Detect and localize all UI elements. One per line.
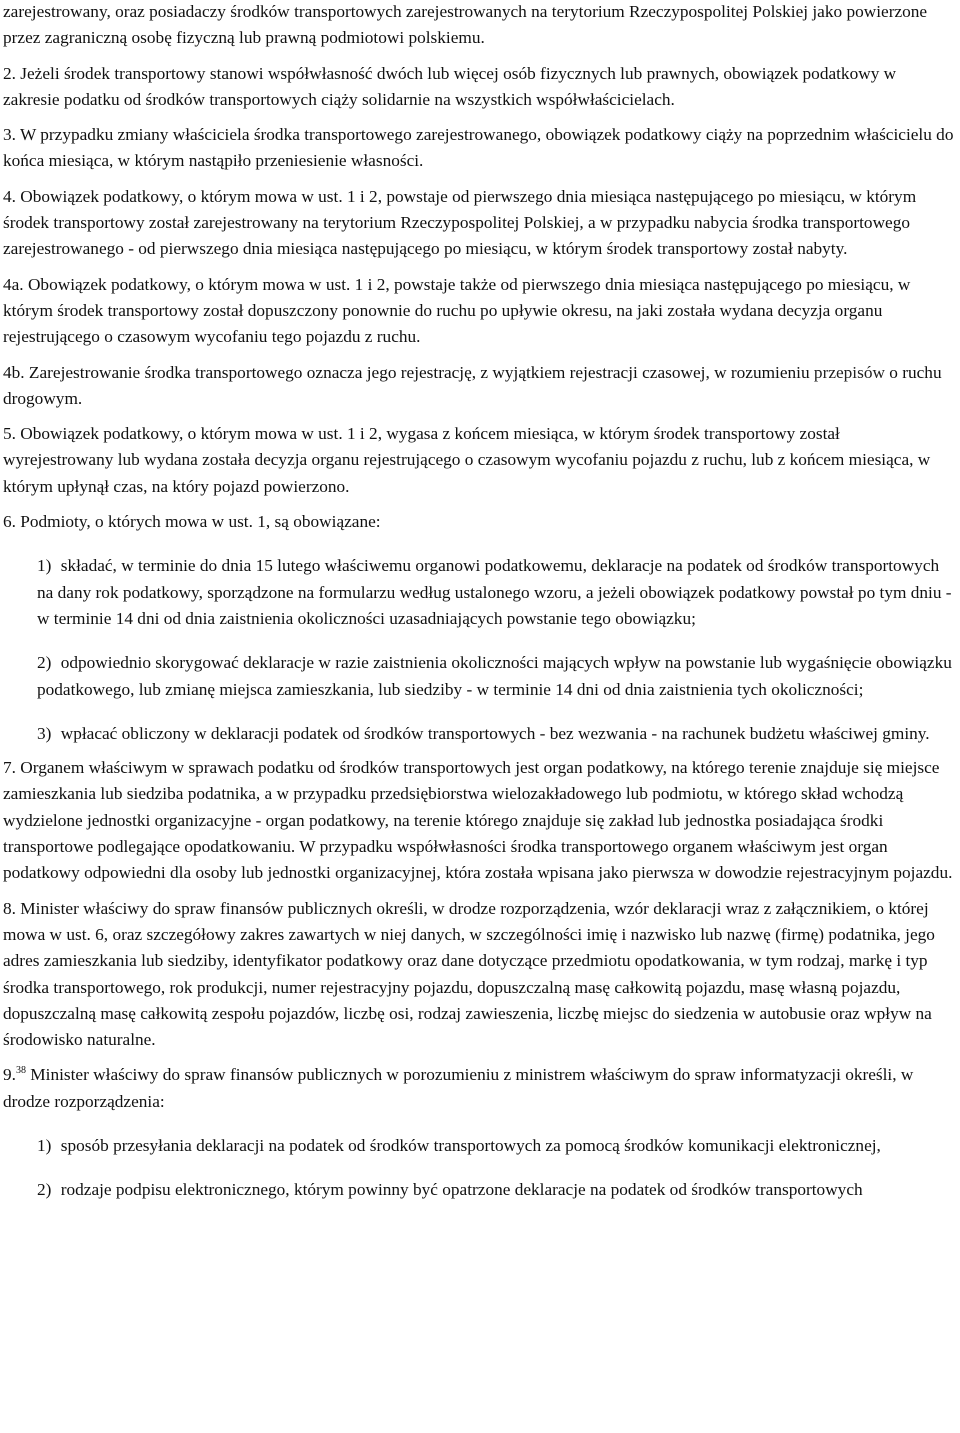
paragraph-3: 3. W przypadku zmiany właściciela środka transportowego zarejestrowanego, obowiązek podatkowy ciąży na poprzednim właścicielu do końca miesiąca, w którym nastąpiło przeniesienie własności. [3, 125, 954, 171]
list-item-number: 3) [37, 723, 52, 743]
list-item [37, 1177, 954, 1203]
list-item [37, 650, 954, 703]
paragraph-4b [3, 360, 954, 413]
intro-continuation: zarejestrowany, oraz posiadaczy środków transportowych zarejestrowanych na terytorium Rzeczypospolitej Polskiej jako powierzone przez zagraniczną osobę fizyczną lub prawną podmiotowi polskiemu. [3, 2, 928, 48]
list-item-number: 1) [37, 556, 52, 576]
list-item [37, 553, 954, 632]
list-item-text: rodzaje podpisu elektronicznego, którym powinny być opatrzone deklaracje na podatek od środków transportowych [60, 1180, 863, 1200]
footnote-reference[interactable]: 38 [15, 1065, 26, 1077]
list-item-text: odpowiednio skorygować deklaracje w razie zaistnienia okoliczności mających wpływ na powstanie lub wygaśnięcie obowiązku podatkowego, lub zmianę miejsca zamieszkania, lub siedziby - w terminie 14 dni od dnia zaistnienia tych okoliczności; [37, 653, 952, 699]
paragraph-6: 6. Podmioty, o których mowa w ust. 1, są obowiązane: [3, 512, 381, 532]
list-item-number: 2) [37, 1180, 52, 1200]
paragraph-9-text: Minister właściwy do spraw finansów publicznych w porozumieniu z ministrem właściwym do spraw informatyzacji określi, w drodze rozporządzenia: [3, 1065, 914, 1111]
list-item-text: składać, w terminie do dnia 15 lutego właściwemu organowi podatkowemu, deklaracje na podatek od środków transportowych na dany rok podatkowy, sporządzone na formularzu według ustalonego wzoru, a jeżeli obowiązek podatkowy powstał po tym dniu - w terminie 14 dni od dnia zaistnienia okoliczności uzasadniających powstanie tego obowiązku; [37, 556, 952, 628]
paragraph-4a: 4a. Obowiązek podatkowy, o którym mowa w ust. 1 i 2, powstaje także od pierwszego dnia miesiąca następującego po miesiącu, w którym środek transportowy został dopuszczony ponownie do ruchu po upływie okresu, na jaki została wydana decyzja organu rejestrującego o czasowym wycofaniu tego pojazdu z ruchu. [3, 274, 911, 347]
paragraph-9-number: 9. [3, 1065, 16, 1085]
paragraph-8: 8. Minister właściwy do spraw finansów publicznych określi, w drodze rozporządzenia, wzór deklaracji wraz z załącznikiem, o której mowa w ust. 6, oraz szczegółowy zakres zawartych w niej danych, w szczególności imię i nazwisko lub nazwę (firmę) podatnika, jego adres zamieszkania lub siedziby, identyfikator podatkowy oraz dane dotyczące przedmiotu opodatkowania, w tym rodzaj, markę i typ środka transportowego, rok produkcji, numer rejestracyjny pojazdu, dopuszczalną masę całkowitą pojazdu, masę własną pojazdu, dopuszczalną masę całkowitą zespołu pojazdów, liczbę osi, rodzaj zawieszenia, liczbę miejsc do siedzenia w autobusie oraz wpływ na środowisko naturalne. [3, 898, 935, 1050]
paragraph-4: 4. Obowiązek podatkowy, o którym mowa w ust. 1 i 2, powstaje od pierwszego dnia miesiąca następującego po miesiącu, w którym środek transportowy został zarejestrowany na terytorium Rzeczypospolitej Polskiej, a w przypadku nabycia środka transportowego zarejestrowanego - od pierwszego dnia miesiąca następującego po miesiącu, w którym środek transportowy został nabyty. [3, 186, 917, 259]
regulations-link[interactable]: przepisów [813, 362, 885, 382]
list-item-text: sposób przesyłania deklaracji na podatek od środków transportowych za pomocą środków komunikacji elektronicznej, [60, 1135, 881, 1155]
paragraph-5: 5. Obowiązek podatkowy, o którym mowa w ust. 1 i 2, wygasa z końcem miesiąca, w którym środek transportowy został wyrejestrowany lub wydana została decyzja organu rejestrującego o czasowym wycofaniu pojazdu z ruchu, lub z końcem miesiąca, w którym upłynął czas, na który pojazd powierzono. [3, 424, 931, 496]
list-item [37, 1133, 954, 1159]
paragraph-2: 2. Jeżeli środek transportowy stanowi współwłasność dwóch lub więcej osób fizycznych lub prawnych, obowiązek podatkowy w zakresie podatku od środków transportowych ciąży solidarnie na wszystkich współwłaścicielach. [3, 63, 897, 109]
regulation-scope-list [3, 1133, 954, 1204]
paragraph-4b-end: o ruchu drogowym. [3, 362, 942, 408]
list-item-number: 1) [37, 1135, 52, 1155]
paragraph-7: 7. Organem właściwym w sprawach podatku od środków transportowych jest organ podatkowy, na którego terenie znajduje się miejsce zamieszkania lub siedziba podatnika, a w przypadku przedsiębiorstwa wielozakładowego lub podmiotu, w którego skład wchodzą wydzielone jednostki organizacyjne - organ podatkowy, na terenie którego znajduje się zakład lub jednostka posiadająca środki transportowe podlegające opodatkowaniu. W przypadku współwłasności środka transportowego organem właściwym jest organ podatkowy odpowiedni dla osoby lub jednostki organizacyjnej, która została wpisana jako pierwsza w dowodzie rejestracyjnym pojazdu. [3, 758, 953, 883]
obligations-list [3, 553, 954, 747]
list-item-number: 2) [37, 653, 52, 673]
list-item-text: wpłacać obliczony w deklaracji podatek od środków transportowych - bez wezwania - na rachunek budżetu właściwej gminy. [60, 723, 930, 743]
paragraph-9 [3, 1062, 954, 1115]
list-item [37, 721, 954, 747]
paragraph-4b-start: 4b. Zarejestrowanie środka transportowego oznacza jego rejestrację, z wyjątkiem rejestracji czasowej, w rozumieniu [3, 362, 814, 382]
